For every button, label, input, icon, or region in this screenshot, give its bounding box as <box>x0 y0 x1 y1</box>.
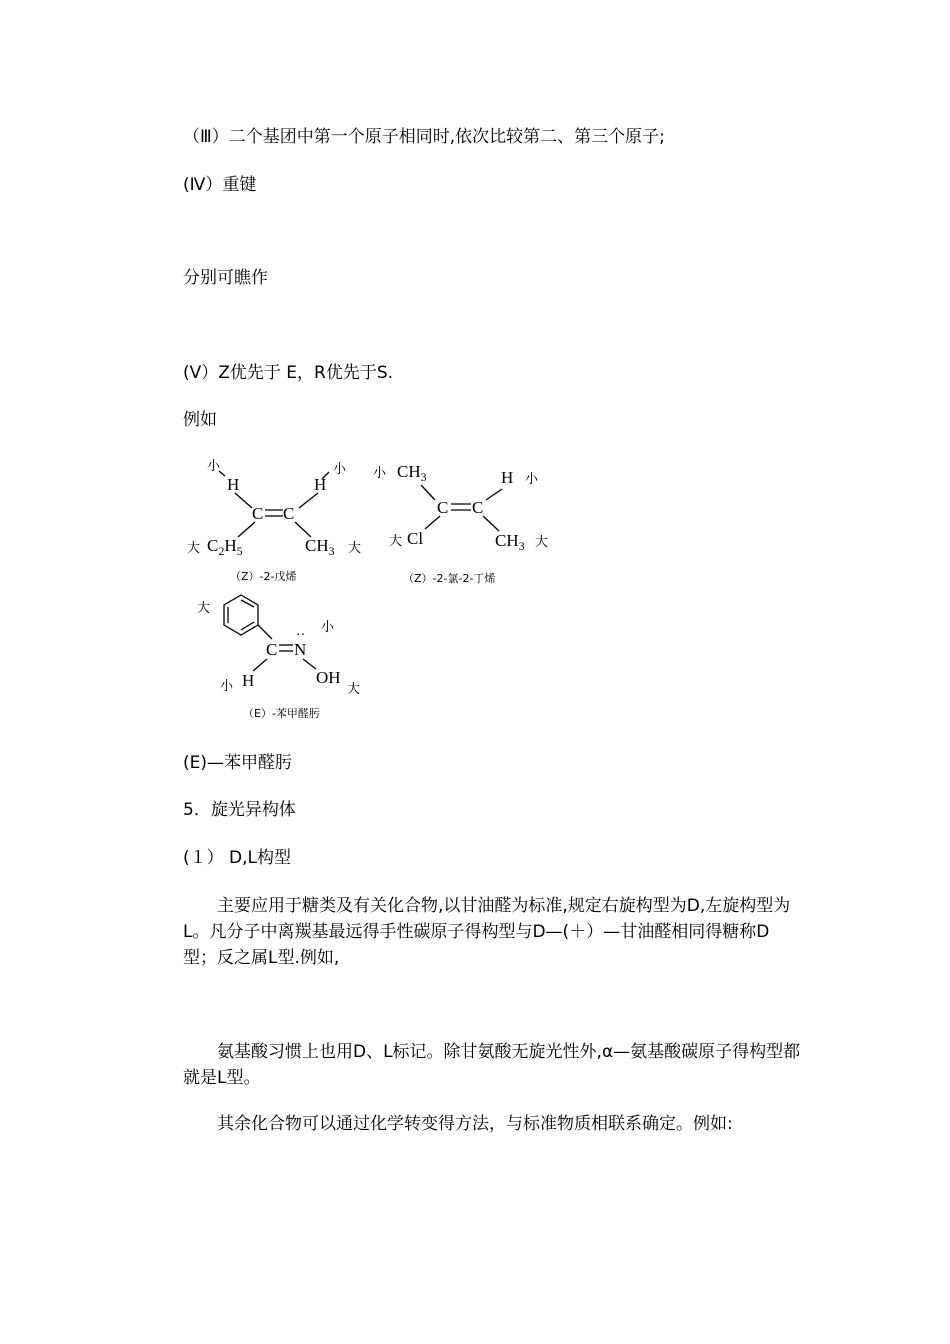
mol3-small-bottom-label: 小 <box>220 679 234 694</box>
mol1-c-left: C <box>252 504 264 523</box>
mol1-big-left-label: 大 <box>187 541 201 556</box>
molecule-z-2-pentene <box>187 459 361 583</box>
mol1-caption: （Z）-2-戊烯 <box>230 570 297 583</box>
molecule-z-2-chloro-2-butene <box>373 462 548 585</box>
dl-config-paragraph: 主要应用于糖类及有关化合物,以甘油醛为标准,规定右旋构型为D,左旋构型为L。凡分子中离羰基最远得手性碳原子得构型与D—(＋）—甘油醛相同得糖称D型；反之属L型.例如, <box>183 896 791 968</box>
mol2-big-right-label: 大 <box>535 535 549 550</box>
rule-5-text: (Ⅴ）Z优先于 E，R优先于S. <box>183 363 394 383</box>
rule-3-text: （Ⅲ）二个基团中第一个原子相同时,依次比较第二、第三个原子; <box>183 127 665 147</box>
mol2-c-left: C <box>437 498 449 517</box>
rule-4-text: (Ⅳ）重键 <box>183 175 257 195</box>
mol2-methyl-bottom: $CH_3$ <box>495 531 525 553</box>
mol2-caption: （Z）-2-氯-2-丁烯 <box>403 572 496 585</box>
mol2-c-right: C <box>472 498 484 517</box>
molecule-e-benzaldoxime <box>197 595 360 720</box>
mol1-small-left-label: 小 <box>207 459 221 474</box>
oxime-name-text: (E)—苯甲醛肟 <box>183 753 293 773</box>
mol2-h-right: H <box>501 468 514 487</box>
mol3-lone-pair: ·· <box>296 628 306 643</box>
mol3-big-bottom-label: 大 <box>347 682 361 697</box>
both-as-text: 分别可瞧作 <box>183 268 268 288</box>
example-label: 例如 <box>183 410 217 430</box>
mol3-n: N <box>294 640 307 659</box>
mol2-methyl-top: $CH_3$ <box>397 462 427 484</box>
mol1-methyl-group: $CH_3$ <box>305 536 335 558</box>
mol2-small-left-label: 小 <box>373 466 387 481</box>
mol2-cl: Cl <box>407 529 424 548</box>
mol2-big-left-label: 大 <box>389 534 403 549</box>
mol3-caption: （E）-苯甲醛肟 <box>243 707 320 720</box>
mol3-big-top-label: 大 <box>197 601 211 616</box>
other-compounds-paragraph: 其余化合物可以通过化学转变得方法，与标准物质相联系确定。例如: <box>217 1114 733 1134</box>
section-5-heading: 5．旋光异构体 <box>183 800 296 820</box>
mol1-ethyl-group: $C_2H_5$ <box>207 536 243 558</box>
mol1-h-right: H <box>314 475 327 494</box>
mol2-small-right-label: 小 <box>525 472 539 487</box>
mol3-small-top-label: 小 <box>321 620 335 635</box>
mol1-small-right-label: 小 <box>333 462 347 477</box>
mol3-c: C <box>266 640 278 659</box>
subsection-1-heading: (１） D,L构型 <box>183 848 292 868</box>
mol3-oh: OH <box>316 668 341 687</box>
mol3-h: H <box>242 671 255 690</box>
benzene-ring <box>224 595 258 635</box>
mol1-c-right: C <box>283 504 295 523</box>
mol1-big-right-label: 大 <box>348 541 362 556</box>
amino-acid-paragraph: 氨基酸习惯上也用D、L标记。除甘氨酸无旋光性外,α—氨基酸碳原子得构型都就是L型。 <box>183 1042 801 1088</box>
chemical-structures-figure <box>175 455 575 725</box>
mol1-h-left: H <box>227 475 240 494</box>
